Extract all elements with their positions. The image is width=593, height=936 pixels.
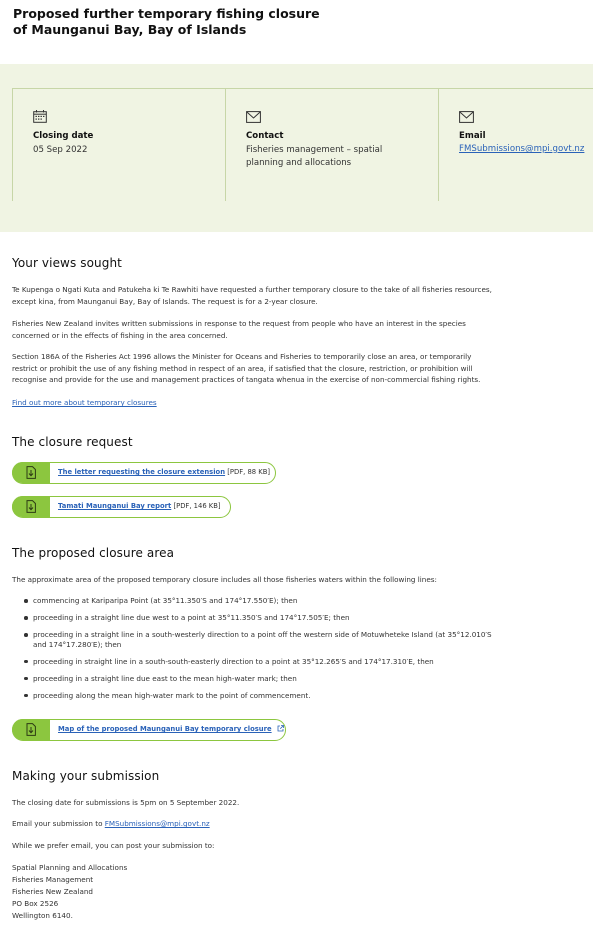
submission-paragraph-1: The closing date for submissions is 5pm on 5 September 2022. xyxy=(12,798,240,807)
document-link-letter[interactable] xyxy=(12,462,276,484)
document-download-icon xyxy=(12,462,50,483)
envelope-icon xyxy=(459,108,473,121)
email-label: Email xyxy=(459,131,486,141)
views-heading: Your views sought xyxy=(12,256,122,270)
submission-paragraph-3: While we prefer email, you can post your submission to: xyxy=(12,841,215,850)
area-heading: The proposed closure area xyxy=(12,546,175,560)
address-line: Wellington 6140. xyxy=(12,911,73,920)
email-card xyxy=(438,88,593,201)
submission-email-prefix: Email your submission to xyxy=(12,819,105,828)
address-line: Fisheries New Zealand xyxy=(12,887,93,896)
letter-document-meta: [PDF, 88 KB] xyxy=(227,468,271,476)
closure-lines-list xyxy=(24,596,494,708)
external-link-icon xyxy=(277,725,284,734)
closing-date-card xyxy=(12,88,225,201)
list-item: proceeding in straight line in a south-south-easterly direction to a point at 35°12.265′S and 174°17.310′E, then xyxy=(24,657,494,667)
views-paragraph-2: Fisheries New Zealand invites written submissions in response to the request from people who have an interest in the species concerned or in the effects of fishing in the area concerned. xyxy=(12,319,466,340)
map-link[interactable]: Map of the proposed Maunganui Bay temporary closure xyxy=(58,725,272,733)
submission-heading: Making your submission xyxy=(12,769,160,783)
list-item: proceeding in a straight line in a south-westerly direction to a point off the western side of Motuwheteke Island (at 35°12.010′S and 174°17.280′E); then xyxy=(24,630,494,649)
email-link[interactable]: FMSubmissions@mpi.govt.nz xyxy=(459,144,585,154)
list-item: proceeding in a straight line due west to a point at 35°11.350′S and 174°17.505′E; then xyxy=(24,613,494,623)
views-paragraph-3: Section 186A of the Fisheries Act 1996 allows the Minister for Oceans and Fisheries to temporarily close an area, or temporarily restrict or prohibit the use of any fishing method in respect of an area, if satisfied that the closure, restriction, or prohibition will recognise and provide for the use and management practices of tangata whenua in the exercise of non-commercial fishing rights. xyxy=(12,352,481,384)
list-item: proceeding along the mean high-water mark to the point of commencement. xyxy=(24,691,494,701)
submission-email-link[interactable]: FMSubmissions@mpi.govt.nz xyxy=(104,819,210,828)
list-item: proceeding in a straight line due east to the mean high-water mark; then xyxy=(24,674,494,684)
envelope-icon xyxy=(246,108,260,121)
document-download-icon xyxy=(12,496,50,517)
report-document-meta: [PDF, 146 KB] xyxy=(173,502,221,510)
contact-label: Contact xyxy=(246,131,284,141)
address-line: Spatial Planning and Allocations xyxy=(12,863,128,872)
calendar-icon xyxy=(33,108,47,121)
address-line: PO Box 2526 xyxy=(12,899,59,908)
page-title: Proposed further temporary fishing closure of Maunganui Bay, Bay of Islands xyxy=(13,6,320,37)
letter-document-link[interactable]: The letter requesting the closure extension xyxy=(58,468,226,476)
address-line: Fisheries Management xyxy=(12,875,94,884)
document-link-report[interactable] xyxy=(12,496,231,518)
document-download-icon xyxy=(12,719,50,740)
closing-date-value: 05 Sep 2022 xyxy=(33,145,88,155)
request-heading: The closure request xyxy=(12,435,133,449)
area-intro: The approximate area of the proposed temporary closure includes all those fisheries waters within the following lines: xyxy=(12,575,437,584)
report-document-link[interactable]: Tamati Maunganui Bay report xyxy=(58,502,172,510)
list-item: commencing at Kariparipa Point (at 35°11.350′S and 174°17.550′E); then xyxy=(24,596,494,606)
views-paragraph-1: Te Kupenga o Ngati Kuta and Patukeha ki Te Rawhiti have requested a further temporary closure to the take of all fisheries resources, except kina, from Maunganui Bay, Bay of Islands. The request is for a 2-year closure. xyxy=(12,285,492,306)
map-link-pill[interactable] xyxy=(12,719,286,741)
contact-card xyxy=(225,88,438,201)
postal-address xyxy=(12,862,127,922)
contact-value: Fisheries management – spatial planning and allocations xyxy=(246,145,383,168)
closing-date-label: Closing date xyxy=(33,131,94,141)
temporary-closures-link[interactable]: Find out more about temporary closures xyxy=(12,398,157,407)
